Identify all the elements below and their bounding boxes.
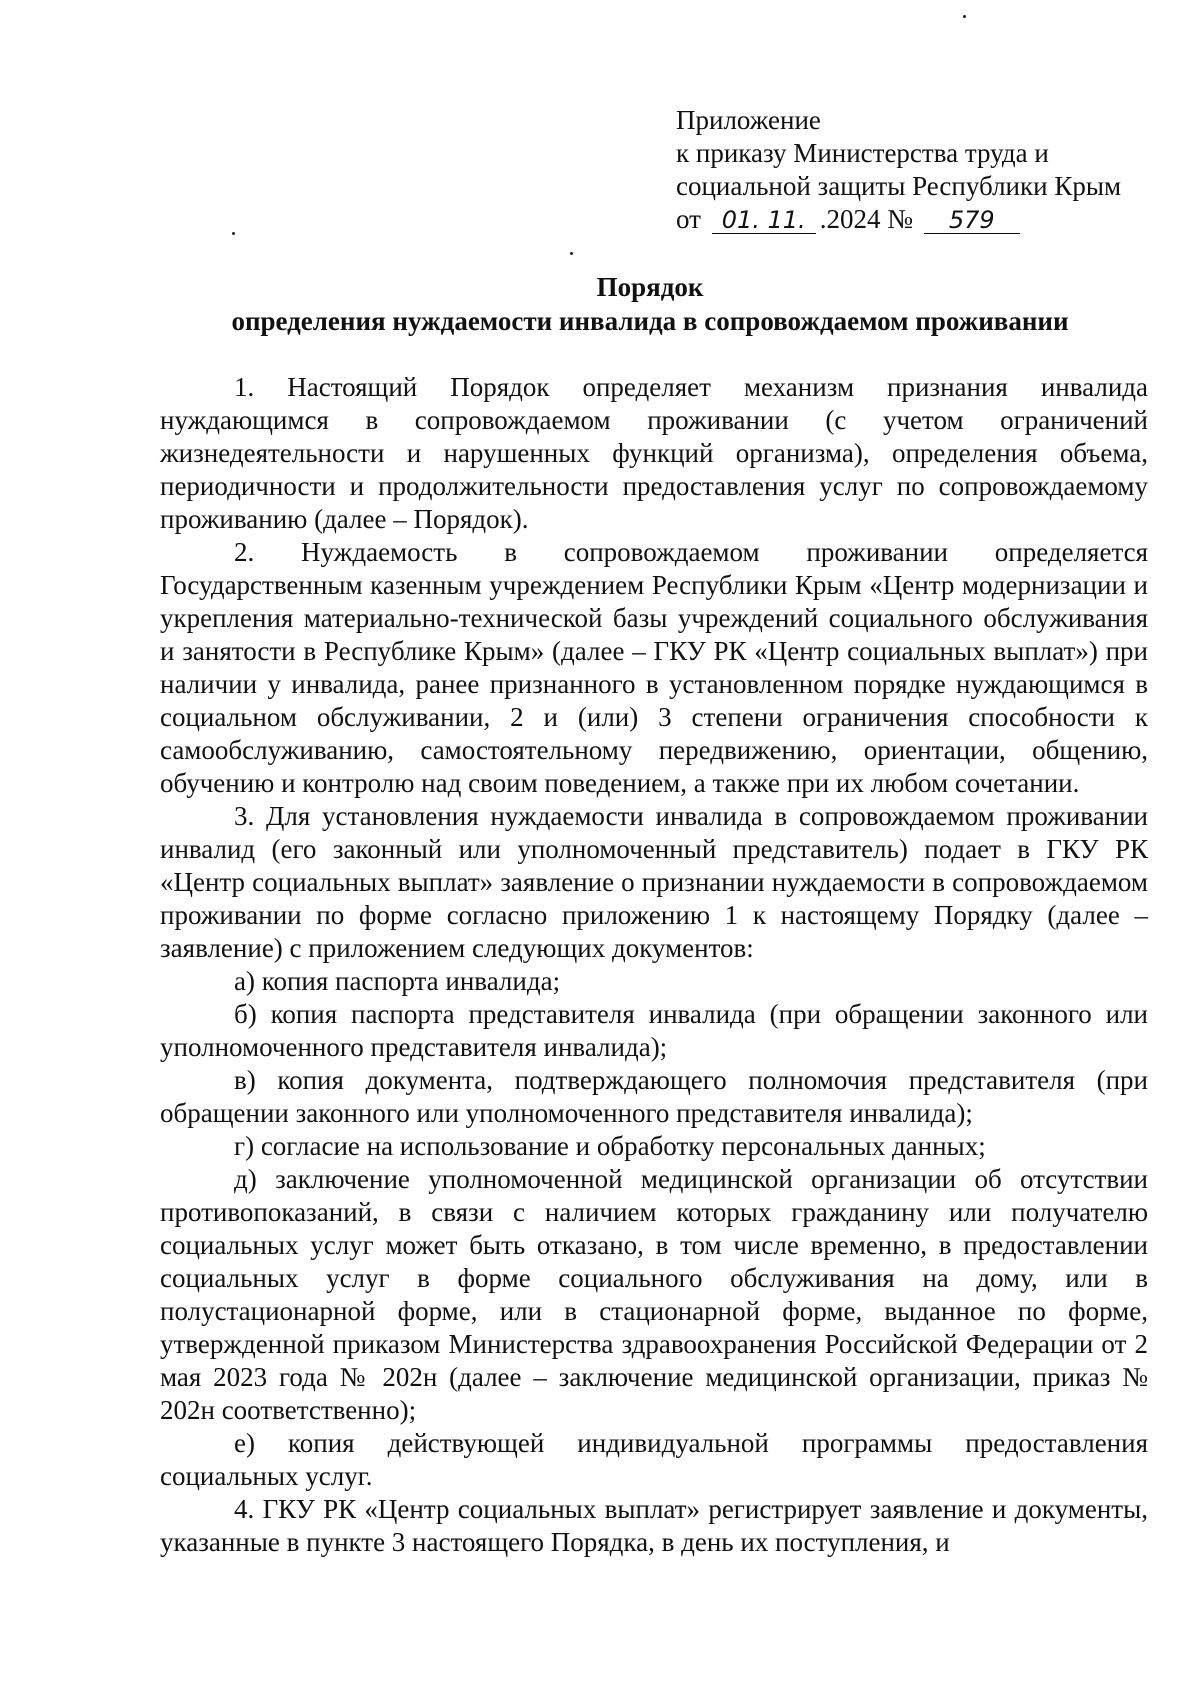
paragraph-4: 4. ГКУ РК «Центр социальных выплат» регистрирует заявление и документы, указанные в пункте 3 настоящего Порядка, в день их поступления, и: [160, 1494, 1148, 1557]
date-prefix: от: [676, 204, 701, 234]
appendix-header: [676, 104, 1121, 236]
document-title: Порядок: [596, 272, 704, 302]
paragraph-2: 2. Нуждаемость в сопровождаемом проживании определяется Государственным казенным учреждением Республики Крым «Центр модернизации и укрепления материально-технической базы учреждений социального обслуживания и занятости в Республике Крым» (далее – ГКУ РК «Центр социальных выплат») при наличии у инвалида, ранее признанного в установленном порядке нуждающимся в социальном обслуживании, 2 и (или) 3 степени ограничения способности к самообслуживанию, самостоятельному передвижению, ориентации, общению, обучению и контролю над своим поведением, а также при их любом сочетании.: [160, 537, 1148, 798]
handwritten-order-number: 579: [924, 207, 1020, 234]
date-year: .2024 №: [819, 204, 913, 234]
list-item-a: а) копия паспорта инвалида;: [234, 966, 561, 996]
paragraph-1: 1. Настоящий Порядок определяет механизм признания инвалида нуждающимся в сопровождаемом проживании (с учетом ограничений жизнедеятельности и нарушенных функций организма), определения объема, периодичности и продолжительности предоставления услуг по сопровождаемому проживанию (далее – Порядок).: [160, 372, 1148, 534]
handwritten-date: 01. 11.: [712, 207, 816, 234]
list-item-g: г) согласие на использование и обработку персональных данных;: [234, 1131, 986, 1161]
list-item-b: б) копия паспорта представителя инвалида (при обращении законного или уполномоченного представителя инвалида);: [160, 999, 1148, 1062]
list-item-d: д) заключение уполномоченной медицинской организации об отсутствии противопоказаний, в связи с наличием которых гражданину или получателю социальных услуг может быть отказано, в том числе временно, в предоставлении социальных услуг в форме социального обслуживания на дому, или в полустационарной форме, или в стационарной форме, выданное по форме, утвержденной приказом Министерства здравоохранения Российской Федерации от 2 мая 2023 года № 202н (далее – заключение медицинской организации, приказ № 202н соответственно);: [160, 1164, 1148, 1425]
scan-speck: [570, 252, 573, 255]
scan-speck: [232, 232, 235, 235]
document-body: [160, 371, 1148, 1559]
scan-speck: [963, 15, 966, 18]
appendix-line: к приказу Министерства труда и: [676, 138, 1049, 168]
list-item-v: в) копия документа, подтверждающего полномочия представителя (при обращении законного или уполномоченного представителя инвалида);: [160, 1065, 1148, 1128]
document-subtitle: определения нуждаемости инвалида в сопровождаемом проживании: [231, 306, 1069, 336]
appendix-line: Приложение: [676, 105, 821, 135]
list-item-e: е) копия действующей индивидуальной программы предоставления социальных услуг.: [160, 1428, 1148, 1491]
appendix-line: социальной защиты Республики Крым: [676, 171, 1122, 201]
order-date-line: [676, 203, 1121, 236]
paragraph-3: 3. Для установления нуждаемости инвалида в сопровождаемом проживании инвалид (его законный или уполномоченный представитель) подает в ГКУ РК «Центр социальных выплат» заявление о признании нуждаемости в сопровождаемом проживании по форме согласно приложению 1 к настоящему Порядку (далее – заявление) с приложением следующих документов:: [160, 801, 1148, 963]
